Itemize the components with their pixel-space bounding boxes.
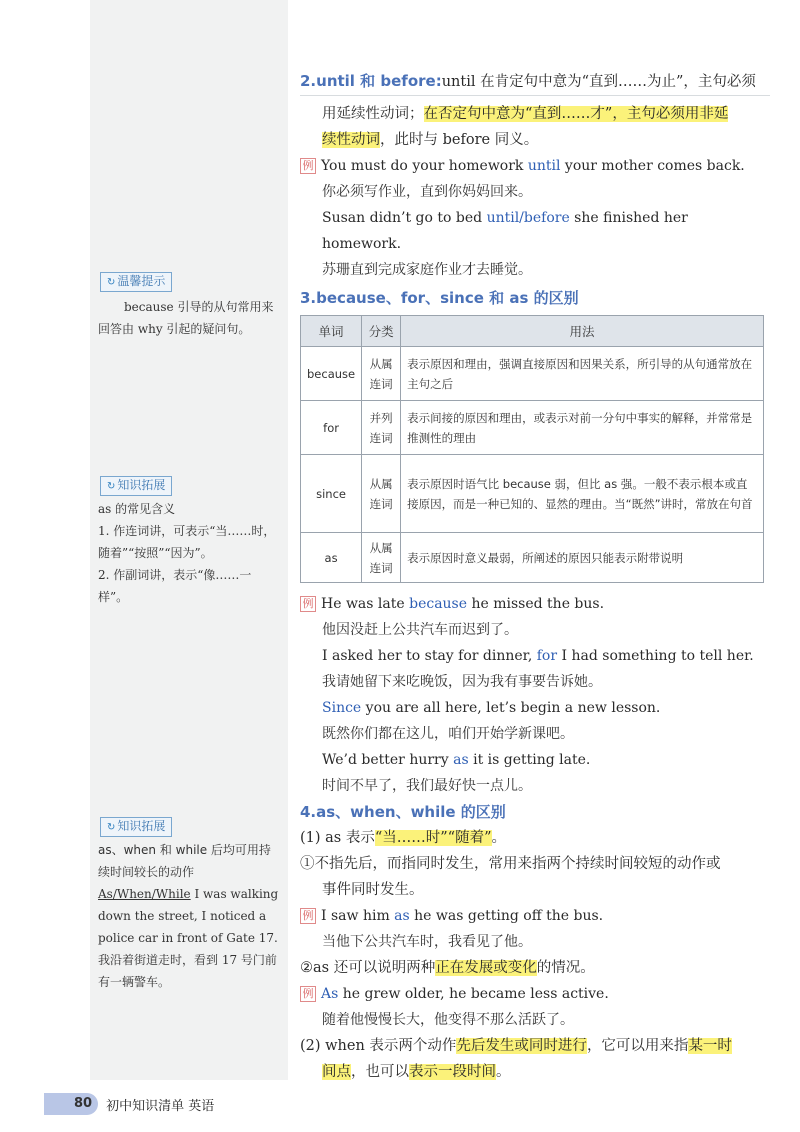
example-cn: 既然你们都在这儿，咱们开始学新课吧。 — [322, 726, 574, 742]
example-badge-icon: 例 — [300, 158, 316, 174]
table-cell-word: for — [301, 401, 362, 455]
example-cn: 苏珊直到完成家庭作业才去睡觉。 — [322, 262, 532, 278]
example-en: We’d better hurry as it is getting late. — [322, 752, 591, 768]
tip-example-cn: 我沿着街道走时，看到 17 号门前有一辆警车。 — [98, 953, 277, 989]
paragraph: ①不指先后，而指同时发生，常用来指两个持续时间较短的动作或 — [300, 856, 721, 872]
example-cn: 时间不早了，我们最好快一点儿。 — [322, 778, 532, 794]
example-cn: 你必须写作业，直到你妈妈回来。 — [322, 184, 532, 200]
sidebar-tip-extend-1 — [98, 474, 280, 608]
tip-text: because 引导的从句常用来回答由 why 引起的疑问句。 — [98, 300, 274, 336]
tip-label: ↻ 知识拓展 — [100, 476, 172, 496]
tip-icon: ↻ — [107, 822, 116, 833]
paragraph: 续性动词，此时与 before 同义。 — [322, 132, 539, 148]
paragraph: (2) when 表示两个动作先后发生或同时进行，它可以用来指某一时 — [300, 1038, 732, 1054]
table-cell-word: as — [301, 533, 362, 583]
example-cn: 我请她留下来吃晚饭，因为我有事要告诉她。 — [322, 674, 602, 690]
paragraph: 用延续性动词；在否定句中意为“直到……才”，主句必须用非延 — [322, 106, 729, 122]
page-footer — [44, 1093, 214, 1115]
paragraph: (1) as 表示“当……时”“随着”。 — [300, 830, 506, 846]
paragraph: 事件同时发生。 — [322, 882, 424, 898]
sidebar-tip-warm — [98, 270, 280, 340]
table-cell-usage: 表示间接的原因和理由，或表示对前一分句中事实的解释，并常常是推测性的理由 — [401, 401, 764, 455]
page-number: 80 — [44, 1093, 98, 1115]
example-badge-icon: 例 — [300, 986, 316, 1002]
tip-icon: ↻ — [107, 277, 116, 288]
table-row — [301, 347, 764, 401]
table-cell-word: since — [301, 455, 362, 533]
table-header: 分类 — [362, 316, 401, 347]
table-row — [301, 455, 764, 533]
example-badge-icon: 例 — [300, 908, 316, 924]
example-cn: 当他下公共汽车时，我看见了他。 — [322, 934, 532, 950]
book-title: 初中知识清单 英语 — [106, 1098, 215, 1114]
table-header-row — [301, 316, 764, 347]
table-header: 单词 — [301, 316, 362, 347]
example-badge-icon: 例 — [300, 596, 316, 612]
tip-item: 2. 作副词讲，表示“像……一样”。 — [98, 568, 252, 604]
table-header: 用法 — [401, 316, 764, 347]
table-cell-type: 从属连词 — [362, 455, 401, 533]
table-cell-usage: 表示原因时意义最弱，所阐述的原因只能表示附带说明 — [401, 533, 764, 583]
section-because-for-since-as: 3.because、for、since 和 as 的区别 — [300, 289, 579, 307]
section-until-before: 2.until 和 before:until 在肯定句中意为“直到……为止”，主句必须 — [300, 72, 756, 90]
example-cn: 随着他慢慢长大，他变得不那么活跃了。 — [322, 1012, 574, 1028]
example-en: I asked her to stay for dinner, for I had something to tell her. — [322, 648, 754, 664]
example-en: 例 He was late because he missed the bus. — [300, 591, 770, 617]
tip-intro: as、when 和 while 后均可用持续时间较长的动作 — [98, 843, 271, 879]
table-cell-type: 从属连词 — [362, 533, 401, 583]
example-en: 例 I saw him as he was getting off the bus. — [300, 903, 770, 929]
example-cn: 他因没赶上公共汽车而迟到了。 — [322, 622, 518, 638]
table-row — [301, 401, 764, 455]
sidebar-tip-extend-2 — [98, 815, 280, 993]
tip-label: ↻ 温馨提示 — [100, 272, 172, 292]
example-en: Susan didn’t go to bed until/before she finished her homework. — [322, 210, 688, 252]
table-cell-usage: 表示原因时语气比 because 弱，但比 as 强。一般不表示根本或直接原因，而是一种已知的、显然的理由。当“既然”讲时，常放在句首 — [401, 455, 764, 533]
main-content — [300, 68, 770, 1085]
example-en: 例 As he grew older, he became less active. — [300, 981, 770, 1007]
paragraph: 间点，也可以表示一段时间。 — [322, 1064, 511, 1080]
tip-label: ↻ 知识拓展 — [100, 817, 172, 837]
example-en: 例 You must do your homework until your mother comes back. — [300, 153, 770, 179]
tip-icon: ↻ — [107, 481, 116, 492]
paragraph: ②as 还可以说明两种正在发展或变化的情况。 — [300, 960, 595, 976]
example-en: Since you are all here, let’s begin a new lesson. — [322, 700, 661, 716]
tip-example-en: As/When/While I was walking down the street, I noticed a police car in front of Gate 17. — [98, 887, 279, 945]
tip-item: 1. 作连词讲，可表示“当……时，随着”“按照”“因为”。 — [98, 524, 276, 560]
table-row — [301, 533, 764, 583]
word-usage-table — [300, 315, 764, 583]
table-cell-type: 从属连词 — [362, 347, 401, 401]
section-as-when-while: 4.as、when、while 的区别 — [300, 803, 506, 821]
tip-title: as 的常见含义 — [98, 502, 176, 516]
table-cell-usage: 表示原因和理由，强调直接原因和因果关系，所引导的从句通常放在主句之后 — [401, 347, 764, 401]
table-cell-type: 并列连词 — [362, 401, 401, 455]
table-cell-word: because — [301, 347, 362, 401]
